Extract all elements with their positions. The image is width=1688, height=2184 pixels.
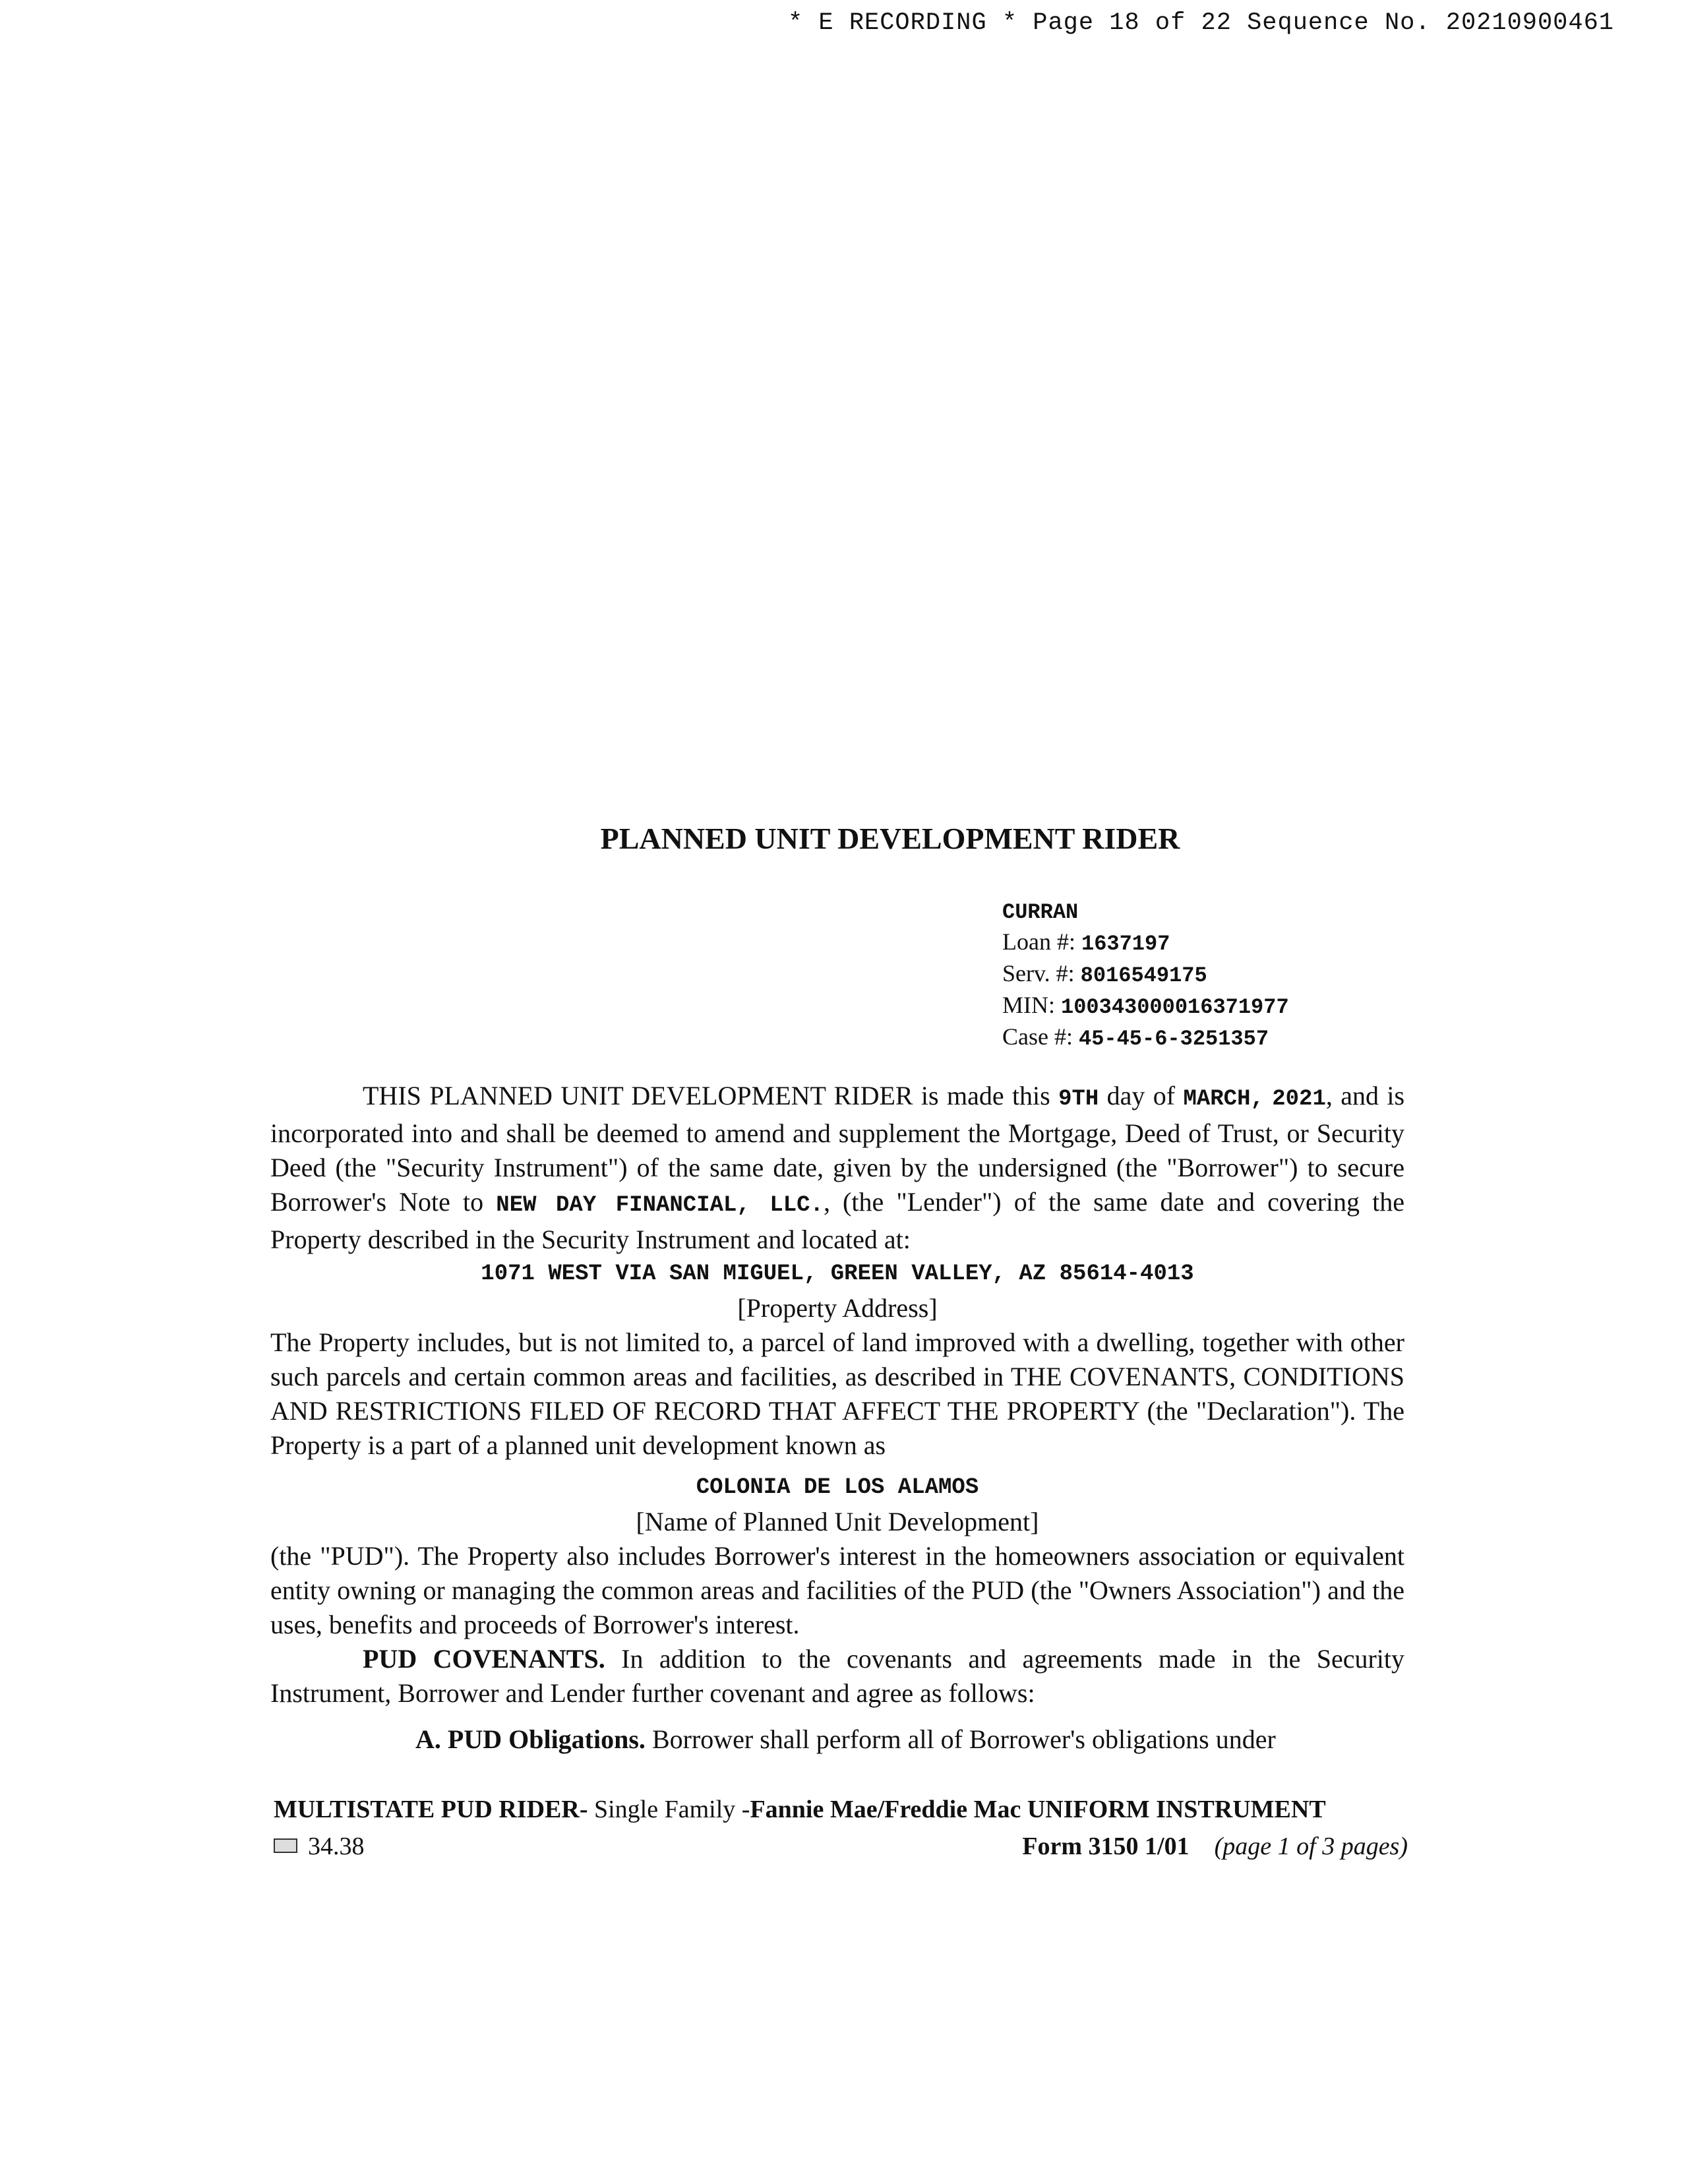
recording-header: * E RECORDING * Page 18 of 22 Sequence No. 20210900461	[788, 9, 1614, 37]
footer-code: 34.38	[308, 1833, 365, 1860]
rider-year: 2021	[1272, 1087, 1326, 1112]
footer-fannie: Fannie Mae/Freddie Mac UNIFORM INSTRUMENT	[750, 1796, 1326, 1823]
intro-text-b: day of	[1106, 1081, 1176, 1110]
form-footer	[274, 1791, 1408, 1865]
document-logo-icon	[274, 1838, 297, 1853]
borrower-name: CURRAN	[1002, 900, 1079, 925]
covenants-heading: PUD COVENANTS.	[363, 1644, 605, 1674]
footer-line-2	[274, 1828, 1408, 1865]
loan-value: 1637197	[1081, 932, 1170, 956]
case-value: 45-45-6-3251357	[1078, 1027, 1269, 1051]
intro-text-c: , and is incorporated into and shall be deemed to amend and supplement the Mortgage, Deed of Trust, or Security Deed (the "Security Instrument") of the same date, given by the undersigned (the "Borrower") to secure Borrower's Note to	[270, 1081, 1405, 1217]
lender-name: NEW DAY FINANCIAL, LLC.	[496, 1193, 824, 1218]
footer-form-number: Form 3150 1/01	[1022, 1833, 1190, 1860]
case-label: Case #:	[1002, 1023, 1073, 1050]
document-title	[0, 821, 1688, 856]
pud-name-caption: [Name of Planned Unit Development]	[636, 1507, 1039, 1536]
loan-label: Loan #:	[1002, 928, 1075, 955]
footer-single-family: Single Family -	[593, 1796, 750, 1823]
min-value: 100343000016371977	[1061, 995, 1289, 1019]
property-address-caption: [Property Address]	[737, 1293, 938, 1323]
footer-form-group	[1022, 1828, 1408, 1865]
intro-text-a: THIS PLANNED UNIT DEVELOPMENT RIDER is made this	[363, 1081, 1050, 1110]
loan-identifiers	[1002, 898, 1289, 1054]
serv-label: Serv. #:	[1002, 960, 1075, 986]
footer-page: (page 1 of 3 pages)	[1214, 1833, 1408, 1860]
obligations-heading: A. PUD Obligations.	[415, 1724, 646, 1754]
rider-month: MARCH,	[1183, 1087, 1264, 1112]
serv-value: 8016549175	[1080, 963, 1207, 988]
case-number-row	[1002, 1022, 1289, 1054]
intro-text-d: , (the "Lender") of the same date and covering the Property described in the Security Instrument and located at:	[270, 1187, 1405, 1254]
covenants-paragraph	[270, 1642, 1404, 1711]
obligations-text: Borrower shall perform all of Borrower's obligations under	[651, 1724, 1276, 1754]
rider-body	[270, 1079, 1404, 1757]
intro-paragraph	[270, 1079, 1404, 1257]
pud-name: COLONIA DE LOS ALAMOS	[696, 1475, 979, 1500]
footer-line-1	[274, 1791, 1408, 1828]
min-label: MIN:	[1002, 992, 1055, 1018]
footer-multistate: MULTISTATE PUD RIDER-	[274, 1796, 588, 1823]
rider-day: 9TH	[1058, 1087, 1099, 1112]
serv-number-row	[1002, 959, 1289, 990]
title-text: PLANNED UNIT DEVELOPMENT RIDER	[600, 822, 1180, 855]
covenants-text: In addition to the covenants and agreements made in the Security Instrument, Borrower and Lender further covenant and agree as follows:	[270, 1644, 1405, 1708]
property-address: 1071 WEST VIA SAN MIGUEL, GREEN VALLEY, AZ 85614-4013	[481, 1261, 1194, 1287]
pud-paragraph: (the "PUD"). The Property also includes Borrower's interest in the homeowners association or equivalent entity owning or managing the common areas and facilities of the PUD (the "Owners Association") and the uses, benefits and proceeds of Borrower's interest.	[270, 1541, 1404, 1639]
property-paragraph: The Property includes, but is not limited to, a parcel of land improved with a dwelling, together with other such parcels and certain common areas and facilities, as described in THE COVENANTS, CONDITIONS AND RESTRICTIONS FILED OF RECORD THAT AFFECT THE PROPERTY (the "Declaration"). The Property is a part of a planned unit development known as	[270, 1327, 1404, 1460]
loan-number-row	[1002, 927, 1289, 959]
footer-code-group	[274, 1828, 365, 1865]
min-number-row	[1002, 990, 1289, 1022]
obligations-paragraph	[270, 1722, 1404, 1757]
